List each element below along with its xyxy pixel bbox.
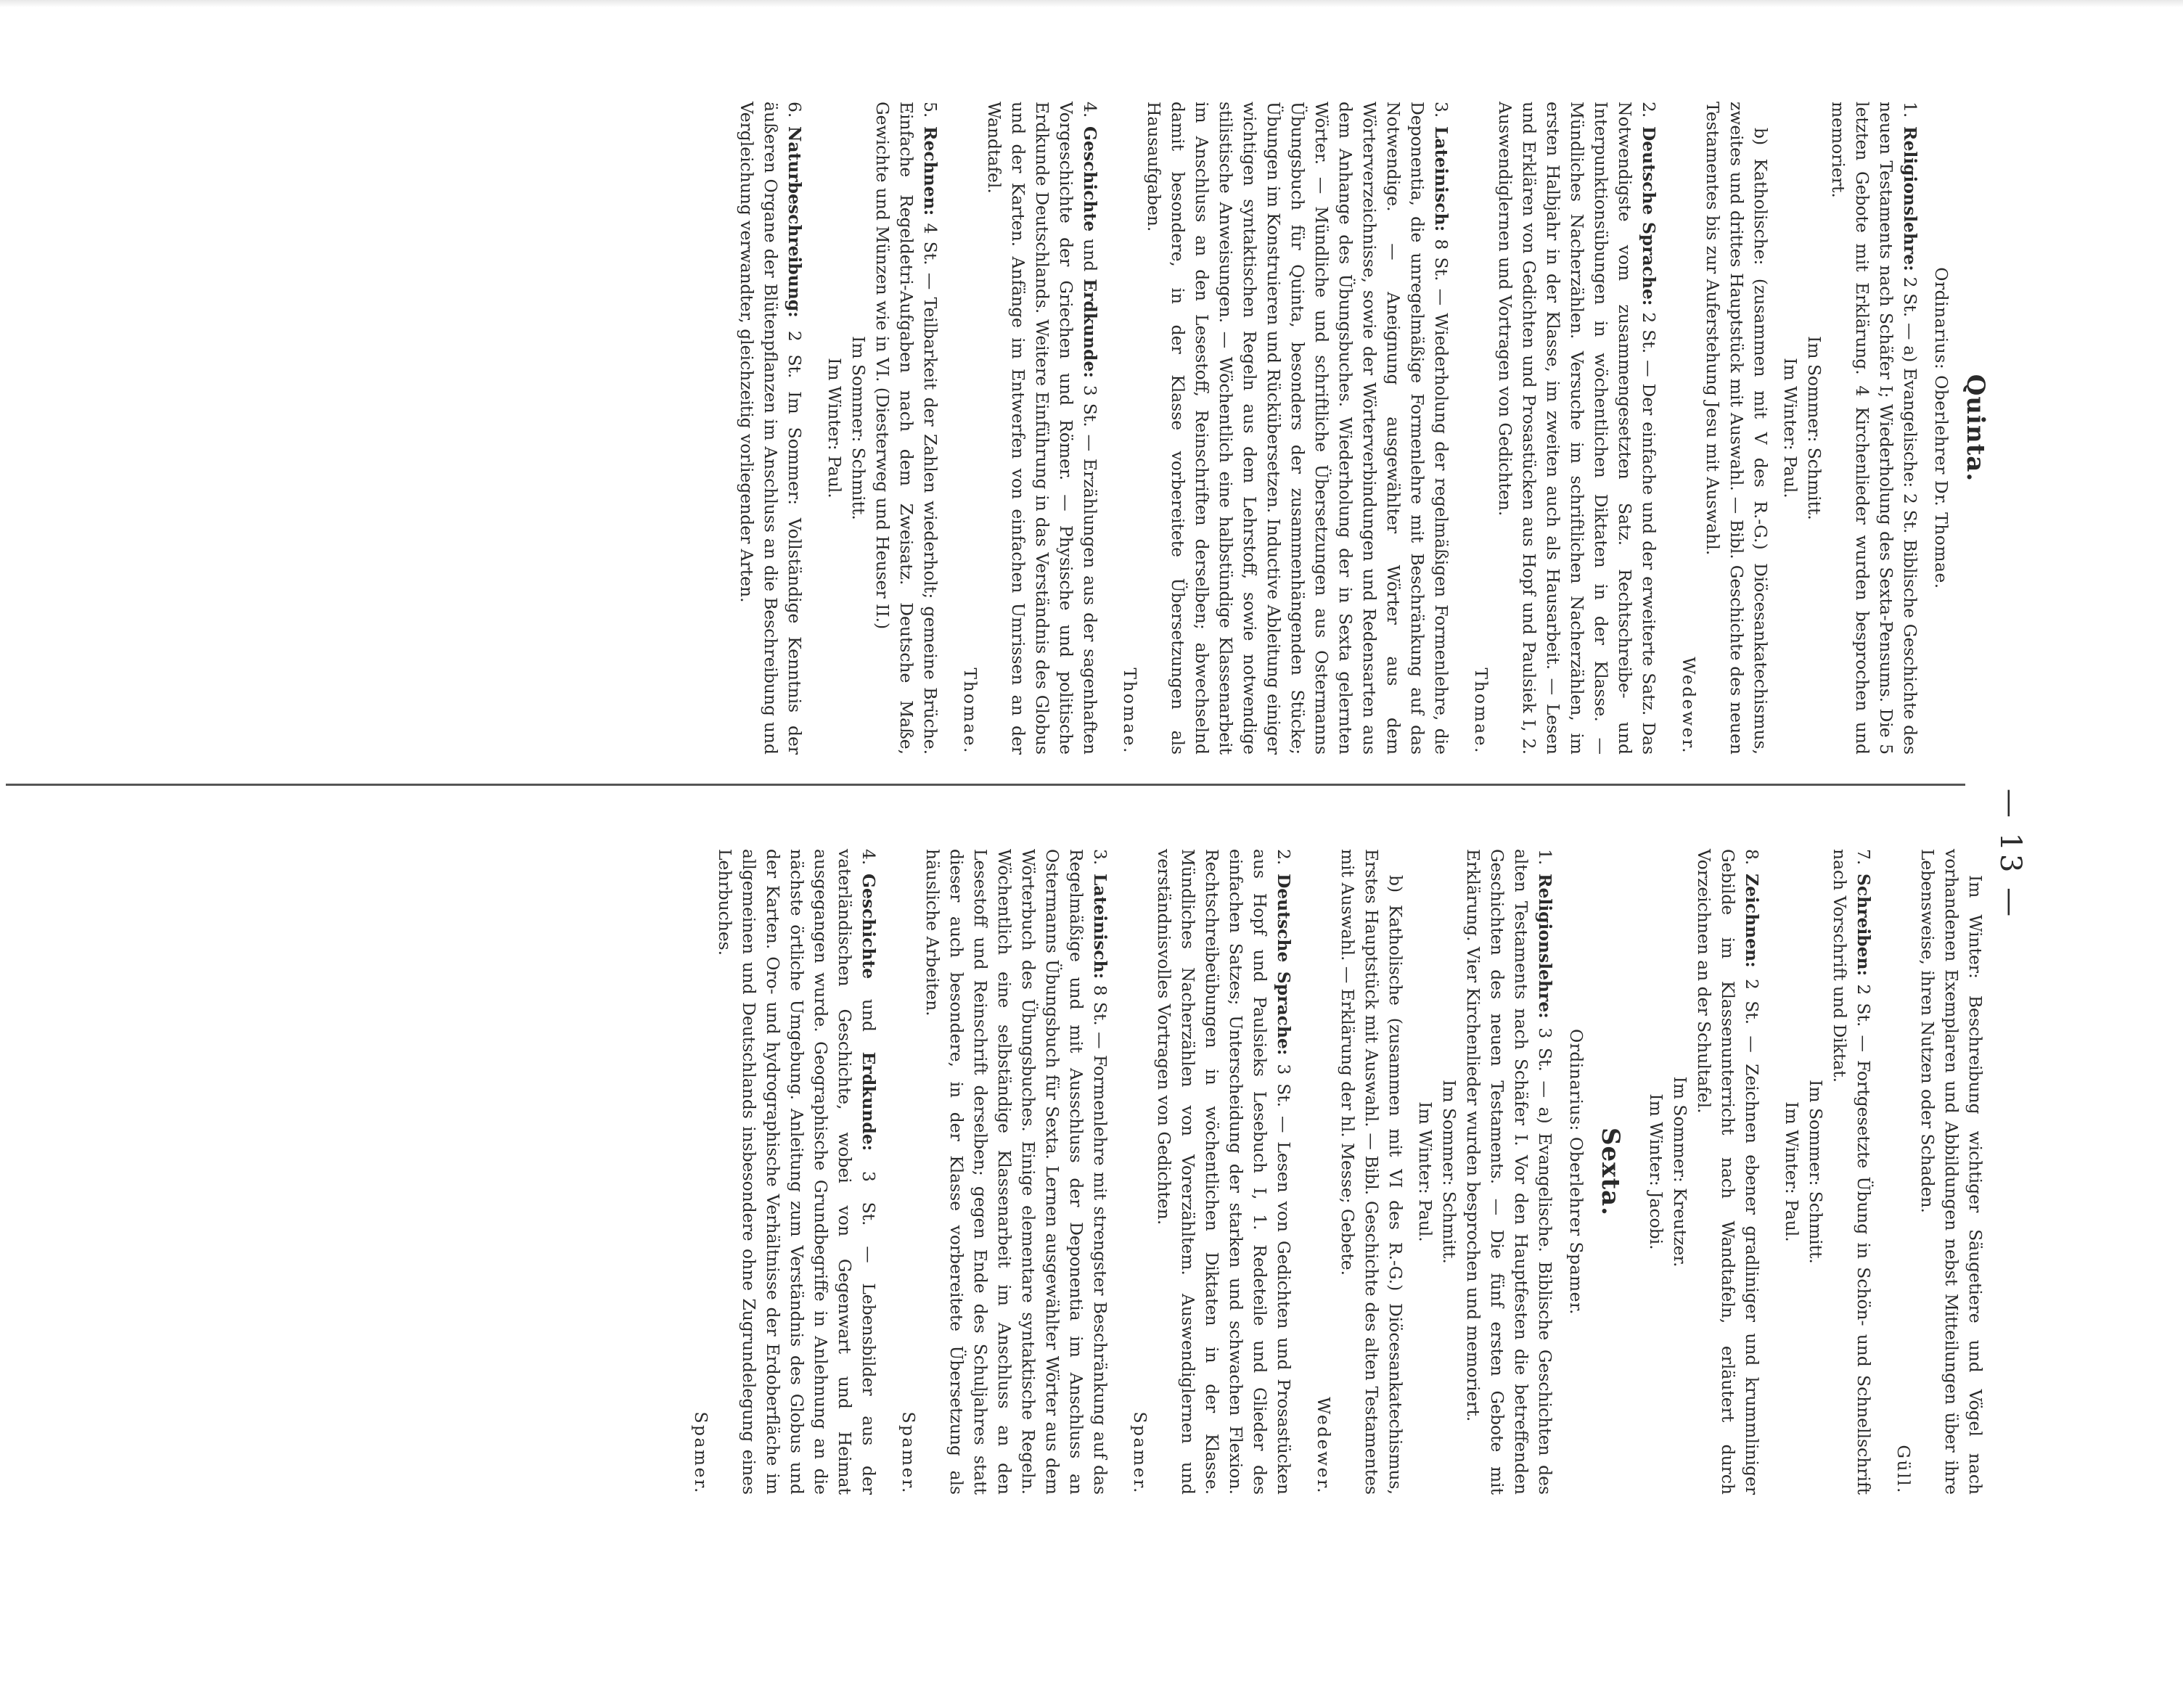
item-number: 5.: [920, 102, 941, 118]
item-number: 3.: [1090, 849, 1110, 866]
item-text: b) Katholische: (zusammen mit V des R.-G.) Diöcesankatechismus, zweites und drittes Hauptstück mit Auswahl. — Bibl. Geschichte des neuen Testamentes bis zur Auferstehung Jesu mit Auswahl.: [1703, 102, 1771, 755]
teacher-name: Im Winter: Jacobi.: [1646, 1093, 1666, 1250]
list-item: [1779, 849, 1875, 1495]
teacher-name: Thomae.: [960, 668, 980, 755]
list-item: [1128, 849, 1295, 1495]
subject-join: und: [1080, 231, 1100, 279]
teacher-name: Im Sommer: Schmitt.: [848, 336, 869, 520]
teacher-name: Spamer.: [691, 1411, 711, 1495]
teacher-name: Im Sommer: Schmitt.: [1804, 336, 1824, 520]
subject-join: und: [859, 979, 879, 1052]
ordinarius-quinta: Ordinarius: Oberlehrer Dr. Thomae.: [1931, 267, 1951, 589]
subject-title: Zeichnen:: [1742, 874, 1762, 968]
list-item: [689, 849, 880, 1495]
teacher-name: Spamer.: [1130, 1411, 1150, 1495]
list-item: [1469, 102, 1660, 755]
item-number: 4.: [859, 849, 879, 866]
item-text: 2 St. — Der einfache und der erweiterte Satz. Das Notwendigste vom zusammengesetzten Satz. Rechtschreibe- und Interpunktionsübungen in wöchentlichen Diktaten in der Klasse. — Mündliches Nacherzählen. Versuche im schriftlichen Nacherzählen, im ersten Halbjahr in der Klasse, im zweiten auch als Hausarbeit. — Lesen und Erklären von Gedichten und Prosastücken aus Hopf und Paulsiek I, 2. Auswendiglernen und Vortragen von Gedichten.: [1495, 102, 1659, 755]
list-item: [1676, 102, 1922, 755]
item-text: 8 St. — Formenlehre mit strengster Beschränkung auf das Regelmäßige und mit Ausschluss der Deponentia im Anschluss an Ostermanns Übungsbuch für Sexta. Lernen ausgewählter Wörter aus dem Wörterbuch des Übungsbuches. Einige elementare syntaktische Regeln. Wöchentlich eine selbständige Klassenarbeit im Anschluss an den Lesestoff und Reinschrift derselben; gegen Ende des Schuljahres statt dieser auch besondere, in der Klasse vorbereitete Übersetzung als häusliche Arbeiten.: [922, 849, 1110, 1495]
list-item: [896, 849, 1112, 1495]
item-number: 1.: [1900, 102, 1920, 118]
teacher-name: Güll.: [1893, 1445, 1914, 1495]
list-item: [822, 102, 942, 755]
teacher-name: Im Sommer: Schmitt.: [1806, 1080, 1826, 1264]
teacher-name: Wedewer.: [1314, 1397, 1334, 1495]
item-number: 2.: [1274, 849, 1294, 866]
subject-title-2: Erdkunde:: [859, 1051, 879, 1151]
column-divider: [6, 784, 1965, 786]
subject-title: Religionslehre:: [1900, 126, 1920, 271]
section-heading-quinta: Quinta.: [1961, 374, 1990, 483]
item-text: 2 St. Im Sommer: Vollständige Kenntnis der äußeren Organe der Blütenpflanzen im Anschluss an die Beschreibung und Vergleichung verwandter, gleichzeitig vorliegender Arten.: [737, 102, 805, 755]
page-number: — 13 —: [1994, 788, 2027, 920]
item-text: 4 St. — Teilbarkeit der Zahlen wiederholt; gemeine Brüche. Einfache Regeldetri-Aufgaben nach dem Zweisatz. Deutsche Maße, Gewichte und Münzen wie in VI. (Diesterweg und Heuser II.): [872, 102, 941, 755]
teacher-name: Im Winter: Paul.: [1415, 1101, 1435, 1242]
teacher-name: Im Winter: Paul.: [824, 358, 845, 498]
list-item: [958, 102, 1102, 755]
subject-title: Lateinisch:: [1431, 126, 1451, 232]
item-number: 3.: [1431, 102, 1451, 118]
teacher-name: Thomae.: [1120, 668, 1140, 755]
list-item: [1311, 849, 1557, 1495]
teacher-name: Im Sommer: Schmitt.: [1439, 1080, 1459, 1264]
subject-title: Geschichte: [1080, 126, 1100, 232]
teacher-name: Im Winter: Paul.: [1780, 358, 1801, 498]
section-heading-sexta: Sexta.: [1596, 1127, 1625, 1217]
item-number: 2.: [1639, 102, 1659, 118]
item-text: 3 St. — a) Evangelische. Biblische Geschichten des alten Testaments nach Schäfer I. Vor den Hauptfesten die betreffenden Geschichten des neuen Testaments. — Die fünf ersten Gebote mit Erklärung. Vier Kirchenlieder wurden besprochen und memoriert.: [1463, 849, 1555, 1495]
teacher-name: Im Sommer: Kreutzer.: [1670, 1076, 1690, 1268]
item-text: 2 St. — Fortgesetzte Übung in Schön- und Schnellschrift nach Vorschrift und Diktat.: [1830, 849, 1874, 1495]
right-column: [673, 849, 1987, 1495]
item-text: Im Winter: Beschreibung wichtiger Säugetiere und Vögel nach vorhandenen Exemplaren und Abbildungen nebst Mitteilungen über ihre Lebensweise, ihren Nutzen oder Schaden.: [1917, 849, 1986, 1495]
subject-title: Religionslehre:: [1535, 874, 1555, 1019]
subject-title: Lateinisch:: [1090, 874, 1110, 980]
item-text: b) Katholische (zusammen mit VI des R.-G.) Diöcesankatechismus, Erstes Hauptstück mit Auswahl. — Bibl. Geschichte des alten Testamentes mit Auswahl. — Erklärung der hl. Messe; Gebete.: [1338, 849, 1406, 1495]
subject-title-2: Erdkunde:: [1080, 279, 1100, 378]
item-number: 8.: [1742, 849, 1762, 866]
item-text: 3 St. — Lesen von Gedichten und Prosastücken aus Hopf und Paulsieks Lesebuch I, 1. Redeteile und Glieder des einfachen Satzes; Unterscheidung der starken und schwachen Flexion. Rechtschreibeübungen in wöchentlichen Diktaten in der Klasse. Mündliches Nacherzählen von Vorerzähltem. Auswendiglernen und verständnisvolles Vortragen von Gedichten.: [1154, 849, 1294, 1495]
item-text: 3 St. — Lebensbilder aus der vaterländischen Geschichte, wobei von Gegenwart und Heimat ausgegangen wurde. Geographische Grundbegriffe in Anlehnung an die nächste örtliche Umgebung. Anleitung zum Verständnis des Globus und der Karten. Oro- und hydrographische Verhältnisse der Erdoberfläche im allgemeinen und Deutschlands insbesondere ohne Zugrundelegung eines Lehrbuches.: [715, 849, 879, 1495]
subject-title: Rechnen:: [920, 126, 941, 216]
subject-title: Deutsche Sprache:: [1274, 874, 1294, 1056]
item-number: 1.: [1535, 849, 1555, 866]
subject-title: Schreiben:: [1854, 874, 1874, 977]
left-column: [718, 102, 1990, 755]
item-text: 2 St. — a) Evangelische: 2 St. Biblische Geschichte des neuen Testaments nach Schäfer I; Wiederholung des Sexta-Pensums. Die 5 letzten Gebote mit Erklärung. 4 Kirchenlieder wurden besprochen und memoriert.: [1828, 102, 1920, 755]
item-text: 3 St. — Erzählungen aus der sagenhaften Vorgeschichte der Griechen und Römer. — Physische und politische Erdkunde Deutschlands. Weitere Einführung in das Verständnis des Globus und der Karten. Anfänge im Entwerfen von einfachen Umrissen an der Wandtafel.: [984, 102, 1100, 755]
list-item: [734, 102, 806, 755]
item-number: 7.: [1854, 849, 1874, 866]
subject-title: Naturbeschreibung:: [785, 126, 805, 318]
subject-title: Geschichte: [859, 874, 879, 980]
list-item: [1118, 102, 1453, 755]
ordinarius-sexta: Ordinarius: Oberlehrer Spamer.: [1566, 1028, 1586, 1315]
teacher-name: Spamer.: [898, 1411, 919, 1495]
teacher-name: Im Winter: Paul.: [1782, 1101, 1802, 1242]
list-item: [1891, 849, 1987, 1495]
item-number: 6.: [785, 102, 805, 118]
list-item: [1644, 849, 1764, 1495]
teacher-name: Wedewer.: [1679, 657, 1699, 755]
item-text: 2 St. — Zeichnen ebener gradliniger und krummliniger Gebilde im Klassenunterricht nach Wandtafeln, erläutert durch Vorzeichnen an der Schultafel.: [1694, 849, 1762, 1495]
item-number: 4.: [1080, 102, 1100, 118]
subject-title: Deutsche Sprache:: [1639, 126, 1659, 306]
item-text: 8 St. — Wiederholung der regelmäßigen Formenlehre, die Deponentia, die unregelmäßige Formenlehre mit Beschränkung auf das Notwendige. — Aneignung ausgewählter Wörter aus dem Wörterverzeichnisse, sowie der Wörterverbindungen und Redensarten aus dem Anhange des Übungsbuches. Wiederholung der in Sexta gelernten Wörter. — Mündliche und schriftliche Übersetzungen aus Ostermanns Übungsbuch für Quinta, besonders der zusammenhängenden Stücke; Übungen im Konstruieren und Rückübersetzen. Inductive Ableitung einiger wichtigen syntaktischen Regeln aus dem Lehrstoff, sowie notwendige stilistische Anweisungen. — Wöchentlich eine halbstündige Klassenarbeit im Anschluss an den Lesestoff, Reinschriften derselben; abwechselnd damit besondere, in der Klasse vorbereitete Übersetzungen als Hausaufgaben.: [1144, 102, 1451, 755]
teacher-name: Thomae.: [1471, 668, 1491, 755]
